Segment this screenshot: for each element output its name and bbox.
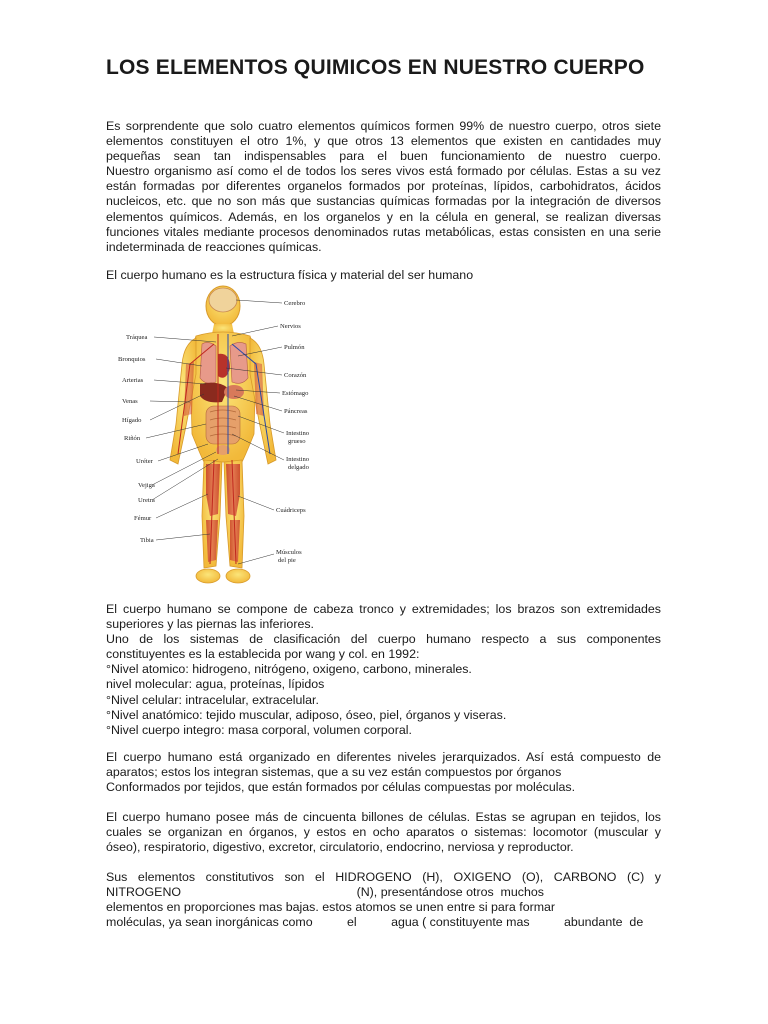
label-musculos-pie-2: del pie [278,557,296,564]
text-line: aparatos; estos los integran sistemas, que a su vez están compuestos por órganos [106,765,562,780]
text-line: El cuerpo humano es la estructura física y material del ser humano [106,268,474,282]
text-line: funciones vitales mediante procesos denominados rutas metabólicas, estas consisten en una serie [106,224,661,239]
label-rinon: Riñón [124,435,141,442]
text-line: constituyentes es la establecida por wang y col. en 1992: [106,647,420,662]
label-femur: Fémur [134,515,152,522]
text-line: °Nivel cuerpo integro: masa corporal, volumen corporal. [106,722,412,737]
text-line: superiores y las piernas las inferiores. [106,617,314,632]
figure-caption-paragraph [106,268,661,283]
label-estomago: Estómago [282,390,309,397]
label-intestino-grueso: Intestino [286,430,310,437]
text-line: nucleicos, etc. que no son más que sustancias químicas formadas por la integración de diversos [106,194,661,209]
text-line: elementos en proporciones mas bajas. estos atomos se unen entre si para formar [106,900,556,915]
label-pulmon: Pulmón [284,344,305,351]
text-line: El cuerpo humano se compone de cabeza tronco y extremidades; los brazos son extremidades [106,602,661,616]
text-line: óseo), respiratorio, digestivo, excretor, circulatorio, endocrino, nerviosa y reproductor. [106,840,574,855]
label-nervios: Nervios [280,323,301,330]
label-venas: Venas [122,398,138,405]
text-line: pequeñas sean tan indispensables para el buen funcionamiento de nuestro cuerpo. [106,149,661,164]
text-line: °Nivel atomico: hidrogeno, nitrógeno, oxigeno, carbono, minerales. [106,662,472,677]
organization-paragraph [106,750,661,795]
text-line: Nuestro organismo así como el de todos los seres vivos está formado por células. Estas a su vez [106,164,661,179]
label-vejiga: Vejiga [138,482,155,489]
text-line: Uno de los sistemas de clasificación del cuerpo humano respecto a sus componentes [106,632,661,647]
text-line: cuales se organizan en órganos, y estos en ocho aparatos o sistemas: locomotor (muscular y [106,825,661,840]
label-intestino-delgado-2: delgado [288,464,309,471]
text-line: NITROGENO (N), presentándose otros muchos [106,885,544,900]
label-ureter: Uréter [136,458,153,465]
label-intestino-delgado: Intestino [286,456,310,463]
text-line: nivel molecular: agua, proteínas, lípidos [106,677,325,692]
intro-paragraph [106,119,661,255]
label-higado: Hígado [122,417,142,424]
human-body-anatomy-figure [106,284,326,590]
text-line: °Nivel anatómico: tejido muscular, adiposo, óseo, piel, órganos y viseras. [106,707,507,722]
text-line: El cuerpo humano está organizado en diferentes niveles jerarquizados. Así está compuesto de [106,750,661,764]
elements-paragraph [106,870,661,930]
label-traquea: Tráquea [126,334,148,341]
text-line: Sus elementos constitutivos son el HIDROGENO (H), OXIGENO (O), CARBONO (C) y [106,870,661,884]
label-tibia: Tibia [140,537,154,544]
label-pancreas: Páncreas [284,408,308,415]
page-title: LOS ELEMENTOS QUIMICOS EN NUESTRO CUERPO [106,56,645,79]
text-line: El cuerpo humano posee más de cincuenta billones de células. Estas se agrupan en tejidos, los [106,810,661,824]
text-line: °Nivel celular: intracelular, extracelular. [106,692,319,707]
label-bronquios: Bronquios [118,356,146,363]
label-arterias: Arterias [122,377,144,384]
text-line: indeterminada de reacciones químicas. [106,239,322,254]
label-musculos-pie: Músculos [276,549,302,556]
text-line: elementos constituyen el otro 1%, y que otros 13 elementos que existen en cantidades muy [106,134,661,149]
text-line: están formadas por diferentes organelos formados por proteínas, lípidos, carbohidratos, ácidos [106,179,661,194]
body-composition-paragraph [106,602,661,738]
text-line: Es sorprendente que solo cuatro elementos químicos formen 99% de nuestro cuerpo, otros siete [106,119,661,133]
label-uretra: Uretra [138,497,155,504]
label-corazon: Corazón [284,372,307,379]
label-intestino-grueso-2: grueso [288,438,306,445]
text-line: Conformados por tejidos, que están formados por células compuestas por moléculas. [106,780,576,795]
text-line: moléculas, ya sean inorgánicas como el agua ( constituyente mas abundante de [106,915,644,930]
label-cuadriceps: Cuádriceps [276,507,306,514]
anatomy-illustration [106,284,326,590]
label-cerebro: Cerebro [284,300,306,307]
text-line: elementos químicos. Además, en los organelos y en la célula en general, se realizan diversas [106,209,661,224]
cells-paragraph [106,810,661,855]
